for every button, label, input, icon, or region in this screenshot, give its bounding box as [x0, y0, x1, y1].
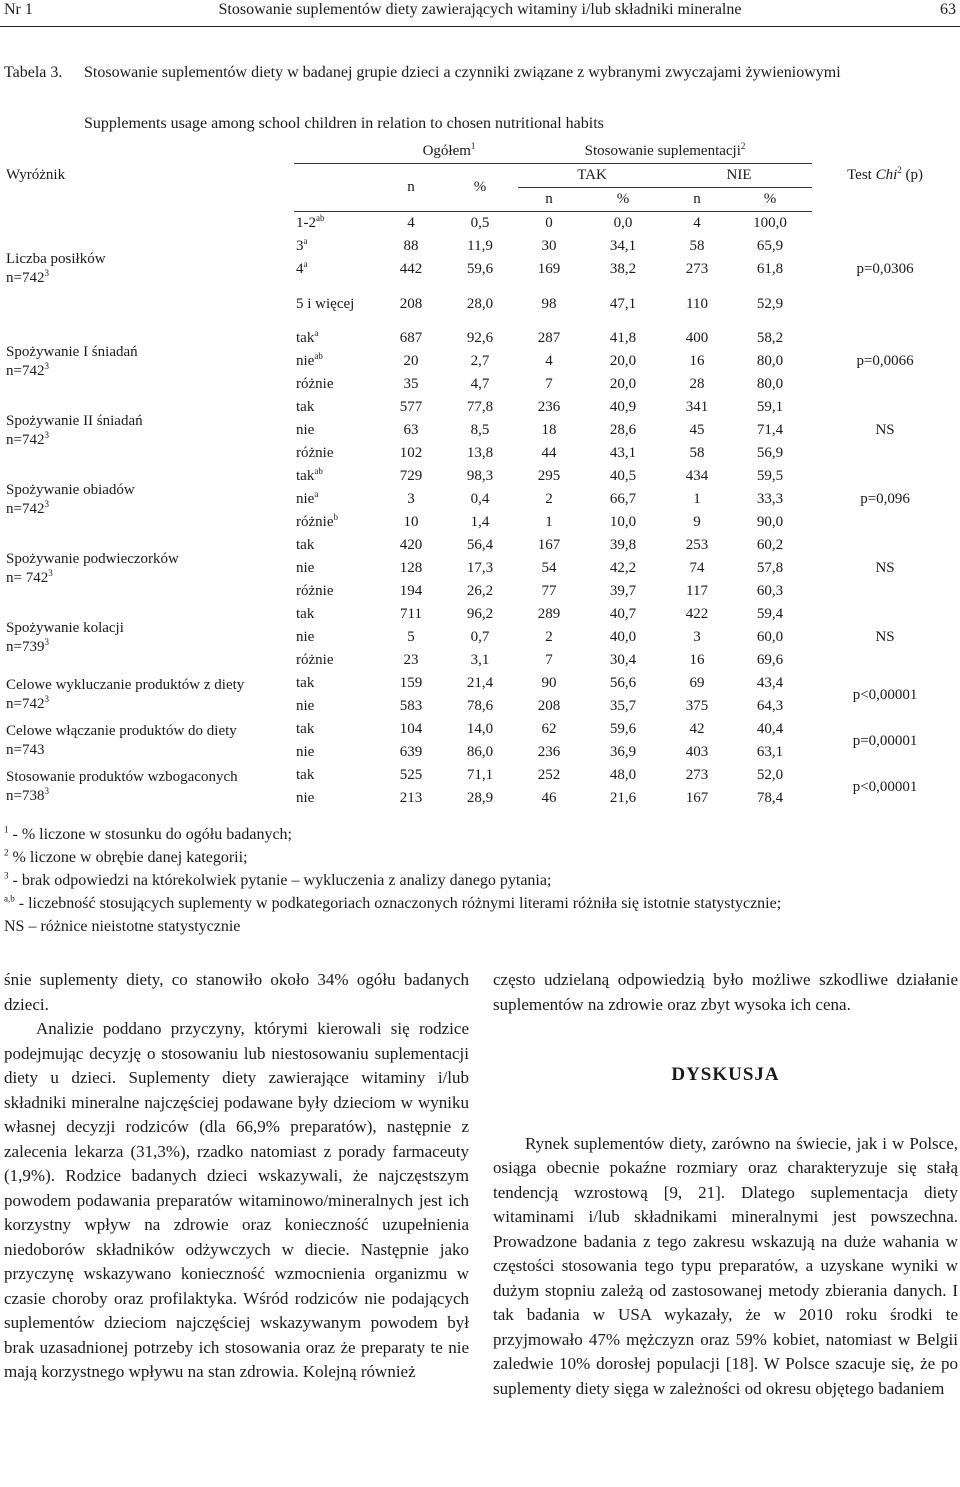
body-column-left — [4, 968, 469, 1385]
col-no-pct: % — [728, 188, 812, 212]
cell-no-n: 16 — [689, 652, 705, 668]
cell-overall-pct: 59,6 — [466, 261, 494, 277]
cell-overall-pct: 0,4 — [470, 491, 490, 507]
cell-no-n: 58 — [689, 445, 705, 461]
cell-no-n: 273 — [685, 261, 709, 277]
cell-no-n: 42 — [689, 721, 705, 737]
cell-yes-n: 2 — [545, 491, 553, 507]
row-p-value: p=0,00001 — [852, 732, 918, 749]
footnotes — [4, 823, 958, 938]
cell-no-n: 273 — [685, 767, 709, 783]
table-row — [4, 396, 958, 419]
table-body — [4, 212, 958, 811]
cell-overall-pct: 56,4 — [466, 537, 494, 553]
paragraph: Rynek suplementów diety, zarówno na świecie, jak i w Polsce, osiąga obecnie pokaźne rozmiary oraz charakteryzuje się stałą tendencją wzrostową [9, 21]. Dlatego suplementacja diety witaminami i/lub składnikami mineralnymi jest powszechna. Prowadzone badania z tego zakresu wskazują na duże wahania w częstości stosowania tego typu preparatów, a uzyskane wyniki w dużym stopniu zależą od zastosowanej metody zbierania danych. I tak badania w USA wykazały, że w 2010 roku środki te przyjmowało 47% mężczyzn oraz 59% kobiet, natomiast w Belgii zaledwie 10% dorosłej populacji [18]. W Polsce szacuje się, że po suplementy diety sięga w zależności od okresu objętego badaniem — [493, 1133, 958, 1398]
cell-yes-n: 62 — [541, 721, 557, 737]
table-head — [4, 140, 958, 212]
cell-yes-n: 2 — [545, 629, 553, 645]
row-category: różnie$^b$ — [296, 512, 338, 530]
cell-yes-pct: 20,0 — [609, 376, 637, 392]
cell-overall-pct: 96,2 — [466, 606, 494, 622]
cell-yes-pct: 56,6 — [609, 675, 637, 691]
cell-overall-pct: 17,3 — [466, 560, 494, 576]
cell-no-pct: 63,1 — [756, 744, 784, 760]
cell-yes-pct: 40,0 — [609, 629, 637, 645]
row-p-value: p=0,096 — [860, 491, 910, 507]
row-feature — [4, 718, 294, 764]
cell-yes-n: 0 — [545, 215, 553, 231]
cell-no-n: 110 — [686, 295, 708, 312]
table-row — [4, 718, 958, 741]
cell-no-pct: 56,9 — [756, 445, 784, 461]
cell-no-n: 69 — [689, 675, 705, 691]
cell-yes-pct: 59,6 — [609, 721, 637, 737]
cell-yes-n: 289 — [537, 606, 561, 622]
feature-n: n=743 — [6, 742, 45, 758]
footnote: $^2$ % liczone w obrębie danej kategorii; — [4, 847, 248, 866]
cell-no-pct: 52,9 — [756, 295, 784, 312]
col-overall-pct: % — [442, 164, 518, 212]
row-feature — [4, 764, 294, 810]
section-heading: DYSKUSJA — [671, 1064, 780, 1085]
row-category: nie — [296, 560, 315, 576]
feature-n: $n=742^3$ — [6, 429, 49, 448]
row-category: różnie — [296, 376, 334, 392]
cell-no-pct: 61,8 — [756, 261, 784, 277]
cell-yes-pct: 40,5 — [609, 468, 637, 484]
row-feature — [4, 212, 294, 328]
cell-no-pct: 64,3 — [756, 698, 784, 714]
cell-overall-pct: 11,9 — [467, 238, 493, 254]
cell-overall-pct: 92,6 — [466, 330, 494, 346]
body-column-right — [493, 968, 958, 1401]
col-yes-pct: % — [580, 188, 666, 212]
cell-yes-n: 7 — [545, 652, 553, 668]
cell-no-n: 28 — [689, 376, 705, 392]
cell-no-pct: 80,0 — [756, 376, 784, 392]
feature-label: Spożywanie obiadów — [6, 481, 135, 498]
cell-no-n: 117 — [686, 583, 708, 599]
feature-label: Liczba posiłków — [6, 251, 106, 268]
cell-overall-pct: 1,4 — [470, 514, 490, 530]
cell-overall-n: 35 — [403, 376, 419, 392]
cell-no-pct: 43,4 — [756, 675, 784, 691]
cell-overall-n: 23 — [403, 652, 419, 668]
cell-yes-n: 1 — [545, 514, 553, 530]
cell-no-pct: 65,9 — [756, 238, 784, 254]
cell-overall-pct: 0,7 — [470, 629, 490, 645]
cell-no-n: 253 — [685, 537, 709, 553]
cell-overall-n: 639 — [399, 744, 423, 760]
feature-label: Stosowanie produktów wzbogaconych — [6, 769, 238, 785]
cell-yes-pct: 35,7 — [609, 698, 637, 714]
issue-number: Nr 1 — [4, 1, 33, 18]
cell-overall-n: 194 — [399, 583, 423, 599]
row-category: tak — [296, 606, 315, 622]
cell-yes-n: 252 — [537, 767, 561, 783]
table-label: Tabela 3. — [4, 64, 63, 81]
cell-overall-n: 10 — [403, 514, 419, 530]
cell-yes-pct: 39,8 — [609, 537, 637, 553]
cell-overall-n: 104 — [399, 721, 423, 737]
cell-yes-n: 30 — [541, 238, 557, 254]
cell-overall-n: 88 — [403, 238, 419, 254]
cell-overall-n: 159 — [399, 675, 423, 691]
cell-yes-n: 98 — [541, 295, 557, 312]
row-category: nie — [296, 422, 315, 438]
cell-no-n: 403 — [685, 744, 709, 760]
row-feature — [4, 465, 294, 534]
table-title-en: Supplements usage among school children in relation to chosen nutritional habits — [84, 115, 604, 132]
cell-no-pct: 40,4 — [756, 721, 784, 737]
cell-no-n: 1 — [693, 491, 701, 507]
cell-yes-n: 236 — [537, 399, 561, 415]
feature-n: $n= 742^3$ — [6, 567, 53, 586]
row-category: nie$^{ab}$ — [296, 351, 323, 369]
cell-overall-pct: 4,7 — [470, 376, 490, 392]
cell-overall-n: 4 — [407, 215, 415, 231]
cell-yes-pct: 43,1 — [609, 445, 637, 461]
row-feature — [4, 327, 294, 396]
paragraph: Analizie poddano przyczyny, którymi kierowali się rodzice podejmując decyzję o stosowaniu lub niestosowaniu suplementacji diety u dzieci. Suplementy diety zawierające witaminy i/lub składniki mineralne najczęściej podawane były dzieciom w wyniku własnej decyzji rodziców (dla 66,9% preparatów), następnie z zalecenia lekarza (31,3%), rzadko natomiast z porady farmaceuty (1,9%). Rodzice badanych dzieci wskazywali, że najczęstszym powodem podawania preparatów witaminowo/mineralnych jest ich korzystny wpływ na zdrowie oraz konieczność uzupełnienia niedoborów składników odżywczych w diecie. Następnie jako przyczynę wskazywano konieczność wzmocnienia organizmu w czasie choroby oraz profilaktyka. Wśród rodziców nie podających suplementów dzieciom najczęściej wskazywanym powodem był brak uzasadnionej potrzeby ich stosowania oraz że preparaty te nie mają korzystnego wpływu na stan zdrowia. Kolejną również — [4, 1019, 469, 1381]
row-p-value: p=0,0306 — [856, 260, 914, 277]
row-feature — [4, 396, 294, 465]
table-row — [4, 212, 958, 236]
running-title: Stosowanie suplementów diety zawierających witaminy i/lub składniki mineralne — [218, 1, 742, 18]
cell-no-n: 58 — [689, 238, 705, 254]
table-row — [4, 465, 958, 488]
row-category: tak$^a$ — [296, 328, 319, 346]
cell-no-n: 3 — [693, 629, 701, 645]
cell-overall-pct: 3,1 — [470, 652, 490, 668]
row-category: różnie — [296, 652, 334, 668]
feature-n: $n=742^3$ — [6, 498, 49, 517]
cell-overall-pct: 28,9 — [466, 790, 494, 806]
paragraph: często udzielaną odpowiedzią było możliwe szkodliwe działanie suplementów na zdrowie oraz zbyt wysoka ich cena. — [493, 970, 958, 1014]
cell-overall-pct: 77,8 — [466, 399, 494, 415]
row-category: tak — [296, 399, 315, 415]
cell-yes-pct: 36,9 — [609, 744, 637, 760]
cell-yes-n: 208 — [537, 698, 561, 714]
cell-no-n: 9 — [693, 514, 701, 530]
row-category: tak — [296, 675, 315, 691]
cell-yes-n: 44 — [541, 445, 557, 461]
feature-label: Celowe włączanie produktów do diety — [6, 723, 237, 739]
row-p-value: NS — [875, 629, 895, 645]
feature-n: $n=742^3$ — [6, 360, 49, 379]
cell-overall-n: 128 — [399, 560, 423, 576]
row-p-value: p<0,00001 — [852, 778, 918, 795]
cell-overall-n: 213 — [399, 790, 423, 806]
row-category: 3$^a$ — [296, 236, 308, 254]
row-category: nie$^a$ — [296, 489, 319, 507]
cell-yes-n: 77 — [541, 583, 557, 599]
feature-label: Spożywanie kolacji — [6, 619, 124, 636]
cell-yes-pct: 40,7 — [609, 606, 637, 622]
cell-yes-n: 167 — [537, 537, 561, 553]
cell-overall-n: 3 — [407, 491, 415, 507]
cell-overall-pct: 28,0 — [466, 295, 494, 312]
cell-overall-pct: 86,0 — [466, 744, 494, 760]
cell-overall-pct: 21,4 — [466, 675, 494, 691]
cell-yes-pct: 0,0 — [613, 215, 633, 231]
feature-n: $n=738^3$ — [6, 786, 49, 804]
cell-no-n: 4 — [693, 215, 701, 231]
running-header — [0, 0, 960, 24]
row-category: tak$^{ab}$ — [296, 466, 323, 484]
cell-yes-n: 236 — [537, 744, 561, 760]
cell-yes-n: 18 — [541, 422, 557, 438]
row-category: nie — [296, 744, 315, 760]
cell-overall-pct: 98,3 — [466, 468, 494, 484]
cell-yes-pct: 42,2 — [609, 560, 637, 576]
row-p-value: NS — [875, 422, 895, 438]
cell-no-pct: 59,4 — [756, 606, 784, 622]
cell-yes-n: 7 — [545, 376, 553, 392]
feature-label: Celowe wykluczanie produktów z diety — [6, 677, 245, 693]
data-table — [4, 140, 958, 810]
col-no: NIE — [666, 164, 812, 188]
table-row — [4, 603, 958, 626]
col-overall: Ogółem$^1$ — [380, 140, 518, 164]
cell-overall-n: 525 — [399, 767, 423, 783]
cell-yes-n: 46 — [541, 790, 557, 806]
cell-overall-n: 5 — [407, 629, 415, 645]
cell-yes-pct: 47,1 — [609, 295, 637, 312]
cell-overall-n: 63 — [403, 422, 419, 438]
row-category: tak — [296, 721, 315, 737]
cell-no-pct: 60,0 — [756, 629, 784, 645]
cell-no-n: 400 — [685, 330, 709, 346]
col-supplementation: Stosowanie suplementacji$^2$ — [518, 140, 812, 164]
row-category: $1-2^{ab}$ — [296, 213, 325, 231]
cell-overall-n: 583 — [399, 698, 423, 714]
row-category: różnie — [296, 583, 334, 599]
footnote: $^1$ - % liczone w stosunku do ogółu badanych; — [4, 824, 292, 843]
cell-overall-n: 102 — [399, 445, 423, 461]
feature-n: $n=739^3$ — [6, 636, 49, 655]
cell-overall-pct: 2,7 — [470, 353, 490, 369]
cell-no-pct: 80,0 — [756, 353, 784, 369]
row-category: 4$^a$ — [296, 259, 308, 277]
footnote: NS – różnice nieistotne statystycznie — [4, 918, 241, 935]
row-category: nie — [296, 790, 315, 806]
cell-overall-n: 208 — [399, 295, 423, 312]
cell-yes-pct: 39,7 — [609, 583, 637, 599]
feature-n: $n=742^3$ — [6, 694, 49, 712]
row-p-value: p<0,00001 — [852, 686, 918, 703]
cell-no-pct: 59,1 — [756, 399, 784, 415]
col-no-n: n — [666, 188, 728, 212]
cell-yes-pct: 38,2 — [609, 261, 637, 277]
header-rule — [0, 26, 960, 27]
footnote: $^{a,b}$ - liczebność stosujących suplementy w podkategoriach oznaczonych różnymi literami różniła się istotnie statystycznie; — [4, 893, 782, 912]
cell-yes-pct: 66,7 — [609, 491, 637, 507]
cell-yes-pct: 34,1 — [609, 238, 637, 254]
cell-no-pct: 33,3 — [756, 491, 784, 507]
cell-yes-pct: 40,9 — [609, 399, 637, 415]
col-yes-n: n — [518, 188, 580, 212]
table-row — [4, 327, 958, 350]
row-p-value: p=0,0066 — [856, 353, 914, 369]
cell-no-pct: 58,2 — [756, 330, 784, 346]
cell-no-pct: 59,5 — [756, 468, 784, 484]
cell-overall-n: 687 — [399, 330, 423, 346]
footnote: $^3$ - brak odpowiedzi na którekolwiek pytanie – wykluczenia z analizy danego pytania; — [4, 870, 552, 889]
cell-yes-pct: 30,4 — [609, 652, 637, 668]
col-feature: Wyróżnik — [6, 167, 66, 184]
row-p-value: NS — [875, 560, 895, 576]
cell-overall-pct: 14,0 — [466, 721, 494, 737]
cell-no-pct: 52,0 — [756, 767, 784, 783]
paragraph: śnie suplementy diety, co stanowiło około 34% ogółu badanych dzieci. — [4, 970, 469, 1014]
cell-no-n: 167 — [685, 790, 709, 806]
feature-label: Spożywanie I śniadań — [6, 343, 138, 360]
row-category: nie — [296, 698, 315, 714]
cell-no-n: 375 — [685, 698, 709, 714]
cell-no-pct: 69,6 — [756, 652, 784, 668]
cell-overall-n: 442 — [399, 261, 423, 277]
cell-no-n: 74 — [689, 560, 705, 576]
cell-no-pct: 71,4 — [756, 422, 784, 438]
cell-overall-n: 711 — [400, 606, 422, 622]
cell-yes-pct: 41,8 — [609, 330, 637, 346]
cell-overall-pct: 13,8 — [466, 445, 494, 461]
table-row — [4, 672, 958, 695]
page-number: 63 — [940, 1, 956, 18]
cell-overall-pct: 26,2 — [466, 583, 494, 599]
row-category: nie — [296, 629, 315, 645]
col-yes: TAK — [518, 164, 666, 188]
row-feature — [4, 603, 294, 672]
cell-no-pct: 90,0 — [756, 514, 784, 530]
cell-no-n: 422 — [685, 606, 709, 622]
row-feature — [4, 672, 294, 718]
cell-overall-n: 729 — [399, 468, 423, 484]
cell-yes-n: 295 — [537, 468, 561, 484]
cell-yes-n: 54 — [541, 560, 557, 576]
cell-yes-n: 169 — [537, 261, 561, 277]
row-category: tak — [296, 537, 315, 553]
cell-yes-pct: 20,0 — [609, 353, 637, 369]
cell-overall-n: 577 — [399, 399, 423, 415]
col-overall-n: n — [380, 164, 442, 212]
cell-overall-n: 420 — [399, 537, 423, 553]
col-test: Test Chi$^2$ (p) — [847, 165, 924, 184]
cell-no-pct: 60,2 — [756, 537, 784, 553]
cell-yes-n: 287 — [537, 330, 561, 346]
cell-no-n: 16 — [689, 353, 705, 369]
cell-no-pct: 100,0 — [753, 215, 787, 231]
row-category: 5 i więcej — [296, 296, 355, 312]
cell-no-n: 434 — [685, 468, 709, 484]
cell-overall-pct: 71,1 — [466, 767, 494, 783]
feature-label: Spożywanie podwieczorków — [6, 550, 179, 567]
row-category: tak — [296, 767, 315, 783]
cell-yes-n: 4 — [545, 353, 553, 369]
cell-no-n: 45 — [689, 422, 705, 438]
table-row — [4, 764, 958, 787]
row-category: różnie — [296, 445, 334, 461]
table-row — [4, 534, 958, 557]
cell-no-pct: 78,4 — [756, 790, 784, 806]
cell-overall-pct: 0,5 — [470, 215, 490, 231]
cell-yes-n: 90 — [541, 675, 557, 691]
cell-yes-pct: 10,0 — [609, 514, 637, 530]
cell-overall-pct: 78,6 — [466, 698, 494, 714]
table-title-pl: Stosowanie suplementów diety w badanej grupie dzieci a czynniki związane z wybranymi zwyczajami żywieniowymi — [84, 64, 841, 81]
feature-label: Spożywanie II śniadań — [6, 412, 143, 429]
cell-overall-pct: 8,5 — [470, 422, 490, 438]
cell-overall-n: 20 — [403, 353, 419, 369]
cell-yes-pct: 48,0 — [609, 767, 637, 783]
cell-no-pct: 60,3 — [756, 583, 784, 599]
cell-no-pct: 57,8 — [756, 560, 784, 576]
cell-no-n: 341 — [685, 399, 709, 415]
row-feature — [4, 534, 294, 603]
feature-n: $n=742^3$ — [6, 268, 49, 287]
cell-yes-pct: 28,6 — [609, 422, 637, 438]
cell-yes-pct: 21,6 — [609, 790, 637, 806]
